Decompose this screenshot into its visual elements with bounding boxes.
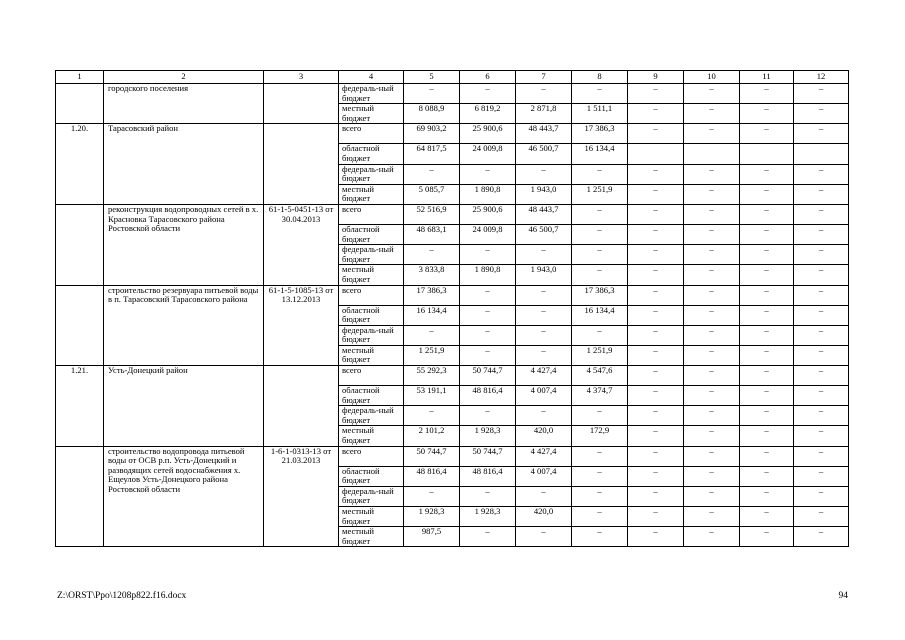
amount-cell: 2 871,8 — [516, 104, 572, 124]
amount-cell: 48 443,7 — [516, 124, 572, 144]
amount-cell: – — [740, 527, 794, 547]
amount-cell: – — [460, 406, 516, 426]
amount-cell: 1 928,3 — [404, 507, 460, 527]
amount-cell: – — [460, 345, 516, 365]
amount-cell: – — [740, 305, 794, 325]
amount-cell: – — [628, 104, 684, 124]
amount-cell: – — [628, 507, 684, 527]
funding-source: федераль-ный бюджет — [339, 164, 404, 184]
amount-cell: – — [628, 446, 684, 466]
amount-cell — [740, 144, 794, 164]
amount-cell: – — [460, 486, 516, 506]
amount-cell: – — [572, 406, 628, 426]
amount-cell: – — [404, 164, 460, 184]
funding-source: областной бюджет — [339, 466, 404, 486]
amount-cell: – — [684, 446, 740, 466]
amount-cell: – — [460, 84, 516, 104]
amount-cell: – — [740, 366, 794, 386]
funding-source: федераль-ный бюджет — [339, 245, 404, 265]
amount-cell: – — [516, 486, 572, 506]
amount-cell: – — [794, 84, 849, 104]
amount-cell: – — [572, 245, 628, 265]
amount-cell: – — [404, 406, 460, 426]
item-name: Усть-Донецкий район — [104, 366, 264, 447]
funding-source: местный бюджет — [339, 426, 404, 446]
amount-cell: 48 816,4 — [460, 466, 516, 486]
amount-cell: 1 251,9 — [404, 345, 460, 365]
amount-cell: 24 009,8 — [460, 224, 516, 244]
amount-cell: – — [740, 386, 794, 406]
amount-cell: – — [628, 305, 684, 325]
amount-cell: – — [628, 204, 684, 224]
amount-cell: – — [684, 265, 740, 285]
amount-cell: – — [794, 204, 849, 224]
amount-cell: 46 500,7 — [516, 144, 572, 164]
amount-cell: 46 500,7 — [516, 224, 572, 244]
item-number — [56, 285, 104, 366]
amount-cell: – — [404, 245, 460, 265]
item-name: строительство водопровода питьевой воды от ОСВ р.п. Усть-Донецкий и разводящих сетей водоснабжения х. Ещеулов Усть-Донецкого района Ростовской области — [104, 446, 264, 547]
amount-cell: – — [684, 325, 740, 345]
amount-cell: – — [628, 184, 684, 204]
amount-cell — [794, 144, 849, 164]
column-number: 1 — [56, 71, 104, 84]
amount-cell: 16 134,4 — [572, 144, 628, 164]
amount-cell: – — [684, 164, 740, 184]
amount-cell: 4 374,7 — [572, 386, 628, 406]
amount-cell: 1 928,3 — [460, 507, 516, 527]
funding-source: всего — [339, 366, 404, 386]
registration-number — [264, 366, 339, 447]
column-number: 3 — [264, 71, 339, 84]
amount-cell: – — [740, 507, 794, 527]
amount-cell: – — [684, 406, 740, 426]
amount-cell: 17 386,3 — [404, 285, 460, 305]
amount-cell: 3 833,8 — [404, 265, 460, 285]
amount-cell: – — [516, 285, 572, 305]
funding-source: местный бюджет — [339, 507, 404, 527]
amount-cell: – — [740, 466, 794, 486]
amount-cell: 1 251,9 — [572, 184, 628, 204]
amount-cell: – — [516, 164, 572, 184]
amount-cell: – — [684, 204, 740, 224]
amount-cell: – — [740, 446, 794, 466]
amount-cell: – — [628, 366, 684, 386]
amount-cell: – — [794, 325, 849, 345]
amount-cell: – — [628, 426, 684, 446]
amount-cell: 8 088,9 — [404, 104, 460, 124]
amount-cell: 5 085,7 — [404, 184, 460, 204]
item-number — [56, 446, 104, 547]
amount-cell: – — [684, 104, 740, 124]
amount-cell: 1 251,9 — [572, 345, 628, 365]
amount-cell: – — [516, 245, 572, 265]
funding-source: местный бюджет — [339, 184, 404, 204]
funding-source: всего — [339, 124, 404, 144]
amount-cell: – — [794, 305, 849, 325]
column-number: 5 — [404, 71, 460, 84]
funding-source: всего — [339, 446, 404, 466]
amount-cell: – — [794, 486, 849, 506]
amount-cell: – — [684, 124, 740, 144]
amount-cell: – — [628, 386, 684, 406]
table-row — [56, 366, 849, 386]
amount-cell: – — [628, 527, 684, 547]
amount-cell: – — [684, 345, 740, 365]
funding-source: местный бюджет — [339, 527, 404, 547]
amount-cell: – — [684, 184, 740, 204]
amount-cell: – — [572, 325, 628, 345]
amount-cell: – — [516, 305, 572, 325]
amount-cell: 4 547,6 — [572, 366, 628, 386]
amount-cell: – — [684, 305, 740, 325]
amount-cell: – — [794, 406, 849, 426]
table-row — [56, 124, 849, 144]
amount-cell: – — [572, 265, 628, 285]
funding-source: федераль-ный бюджет — [339, 84, 404, 104]
amount-cell: – — [740, 265, 794, 285]
table-row — [56, 204, 849, 224]
table-row — [56, 446, 849, 466]
amount-cell: – — [740, 486, 794, 506]
funding-source: областной бюджет — [339, 144, 404, 164]
data-table — [55, 70, 849, 547]
amount-cell: – — [628, 84, 684, 104]
funding-source: федераль-ный бюджет — [339, 325, 404, 345]
amount-cell: 1 890,8 — [460, 265, 516, 285]
footer-page-number: 94 — [838, 591, 848, 601]
amount-cell: 4 427,4 — [516, 366, 572, 386]
amount-cell: – — [572, 486, 628, 506]
amount-cell: – — [794, 527, 849, 547]
amount-cell: – — [794, 426, 849, 446]
amount-cell: – — [460, 164, 516, 184]
amount-cell: – — [740, 406, 794, 426]
amount-cell: – — [794, 386, 849, 406]
amount-cell: – — [628, 406, 684, 426]
column-number: 11 — [740, 71, 794, 84]
funding-source: федераль-ный бюджет — [339, 406, 404, 426]
amount-cell: – — [684, 486, 740, 506]
amount-cell: – — [628, 164, 684, 184]
amount-cell: – — [572, 466, 628, 486]
amount-cell: 16 134,4 — [572, 305, 628, 325]
amount-cell: 420,0 — [516, 507, 572, 527]
amount-cell: – — [794, 245, 849, 265]
amount-cell: – — [740, 104, 794, 124]
funding-source: местный бюджет — [339, 104, 404, 124]
amount-cell: – — [740, 164, 794, 184]
amount-cell: – — [572, 224, 628, 244]
amount-cell: 1 943,0 — [516, 265, 572, 285]
amount-cell: – — [794, 446, 849, 466]
amount-cell: – — [460, 285, 516, 305]
amount-cell: – — [684, 386, 740, 406]
amount-cell: – — [572, 84, 628, 104]
amount-cell: – — [516, 325, 572, 345]
amount-cell: 53 191,1 — [404, 386, 460, 406]
amount-cell: – — [572, 164, 628, 184]
amount-cell: 1 943,0 — [516, 184, 572, 204]
amount-cell: – — [460, 245, 516, 265]
amount-cell: – — [684, 245, 740, 265]
amount-cell: – — [460, 305, 516, 325]
amount-cell: 987,5 — [404, 527, 460, 547]
amount-cell: – — [794, 345, 849, 365]
footer-file-path: Z:\ORST\Ppo\1208p822.f16.docx — [57, 591, 187, 601]
column-number: 4 — [339, 71, 404, 84]
amount-cell: – — [740, 224, 794, 244]
item-name: строительство резервуара питьевой воды в п. Тарасовский Тарасовского района — [104, 285, 264, 366]
amount-cell: – — [516, 345, 572, 365]
registration-number — [264, 84, 339, 124]
funding-source: областной бюджет — [339, 305, 404, 325]
amount-cell: – — [740, 285, 794, 305]
amount-cell: – — [628, 124, 684, 144]
column-number: 12 — [794, 71, 849, 84]
registration-number: 61-1-5-0451-13 от 30.04.2013 — [264, 204, 339, 285]
table-row — [56, 285, 849, 305]
amount-cell: – — [628, 325, 684, 345]
amount-cell: 1 511,1 — [572, 104, 628, 124]
funding-source: местный бюджет — [339, 345, 404, 365]
amount-cell: 25 900,6 — [460, 124, 516, 144]
amount-cell: – — [684, 527, 740, 547]
amount-cell: 6 819,2 — [460, 104, 516, 124]
amount-cell: 48 816,4 — [460, 386, 516, 406]
amount-cell: 420,0 — [516, 426, 572, 446]
item-name: городского поселения — [104, 84, 264, 124]
amount-cell: – — [794, 124, 849, 144]
registration-number — [264, 124, 339, 205]
amount-cell: – — [794, 285, 849, 305]
item-number: 1.21. — [56, 366, 104, 447]
amount-cell: – — [684, 466, 740, 486]
amount-cell: – — [684, 507, 740, 527]
amount-cell: 64 817,5 — [404, 144, 460, 164]
amount-cell: – — [740, 325, 794, 345]
amount-cell: 1 890,8 — [460, 184, 516, 204]
amount-cell: – — [628, 345, 684, 365]
amount-cell: – — [404, 325, 460, 345]
amount-cell: – — [684, 84, 740, 104]
registration-number: 1-6-1-0313-13 от 21.03.2013 — [264, 446, 339, 547]
amount-cell: – — [740, 345, 794, 365]
amount-cell: 69 903,2 — [404, 124, 460, 144]
amount-cell: 4 007,4 — [516, 386, 572, 406]
column-number: 10 — [684, 71, 740, 84]
amount-cell: – — [460, 325, 516, 345]
amount-cell: – — [572, 527, 628, 547]
amount-cell: 16 134,4 — [404, 305, 460, 325]
amount-cell: 4 427,4 — [516, 446, 572, 466]
funding-source: федераль-ный бюджет — [339, 486, 404, 506]
amount-cell: – — [794, 104, 849, 124]
column-number: 7 — [516, 71, 572, 84]
amount-cell: – — [572, 446, 628, 466]
amount-cell: – — [628, 466, 684, 486]
amount-cell: 17 386,3 — [572, 124, 628, 144]
item-number: 1.20. — [56, 124, 104, 205]
item-number — [56, 204, 104, 285]
column-number: 8 — [572, 71, 628, 84]
amount-cell: 52 516,9 — [404, 204, 460, 224]
item-name: Тарасовский район — [104, 124, 264, 205]
amount-cell: – — [794, 224, 849, 244]
table-row — [56, 84, 849, 104]
registration-number: 61-1-5-1085-13 от 13.12.2013 — [264, 285, 339, 366]
amount-cell: 48 816,4 — [404, 466, 460, 486]
item-name: реконструкция водопроводных сетей в х. Красновка Тарасовского района Ростовской области — [104, 204, 264, 285]
amount-cell: – — [628, 285, 684, 305]
column-number: 2 — [104, 71, 264, 84]
amount-cell: – — [740, 124, 794, 144]
amount-cell: 50 744,7 — [460, 366, 516, 386]
item-number — [56, 84, 104, 124]
amount-cell: 50 744,7 — [404, 446, 460, 466]
amount-cell: – — [404, 84, 460, 104]
amount-cell: 24 009,8 — [460, 144, 516, 164]
amount-cell: – — [794, 466, 849, 486]
amount-cell — [628, 144, 684, 164]
table-header-row — [56, 71, 849, 84]
amount-cell: – — [460, 527, 516, 547]
amount-cell: – — [684, 285, 740, 305]
amount-cell: 48 683,1 — [404, 224, 460, 244]
amount-cell: – — [628, 265, 684, 285]
amount-cell: – — [740, 245, 794, 265]
amount-cell: – — [794, 265, 849, 285]
amount-cell: – — [628, 224, 684, 244]
amount-cell: – — [516, 84, 572, 104]
funding-source: всего — [339, 204, 404, 224]
amount-cell: – — [628, 245, 684, 265]
amount-cell: – — [794, 366, 849, 386]
amount-cell: – — [516, 406, 572, 426]
amount-cell: – — [794, 184, 849, 204]
amount-cell: 4 007,4 — [516, 466, 572, 486]
amount-cell: – — [628, 486, 684, 506]
amount-cell — [684, 144, 740, 164]
amount-cell: – — [740, 426, 794, 446]
amount-cell: 55 292,3 — [404, 366, 460, 386]
amount-cell: 50 744,7 — [460, 446, 516, 466]
amount-cell: 25 900,6 — [460, 204, 516, 224]
amount-cell: – — [404, 486, 460, 506]
amount-cell: – — [740, 84, 794, 104]
amount-cell: – — [740, 184, 794, 204]
column-number: 6 — [460, 71, 516, 84]
amount-cell: – — [794, 164, 849, 184]
amount-cell: 1 928,3 — [460, 426, 516, 446]
amount-cell: – — [516, 527, 572, 547]
funding-source: местный бюджет — [339, 265, 404, 285]
amount-cell: – — [572, 507, 628, 527]
amount-cell: – — [684, 426, 740, 446]
amount-cell: – — [794, 507, 849, 527]
amount-cell: – — [684, 224, 740, 244]
amount-cell: 17 386,3 — [572, 285, 628, 305]
amount-cell: – — [684, 366, 740, 386]
funding-source: областной бюджет — [339, 386, 404, 406]
funding-source: областной бюджет — [339, 224, 404, 244]
amount-cell: – — [740, 204, 794, 224]
amount-cell: 2 101,2 — [404, 426, 460, 446]
column-number: 9 — [628, 71, 684, 84]
amount-cell: 48 443,7 — [516, 204, 572, 224]
amount-cell: 172,9 — [572, 426, 628, 446]
amount-cell: – — [572, 204, 628, 224]
funding-source: всего — [339, 285, 404, 305]
